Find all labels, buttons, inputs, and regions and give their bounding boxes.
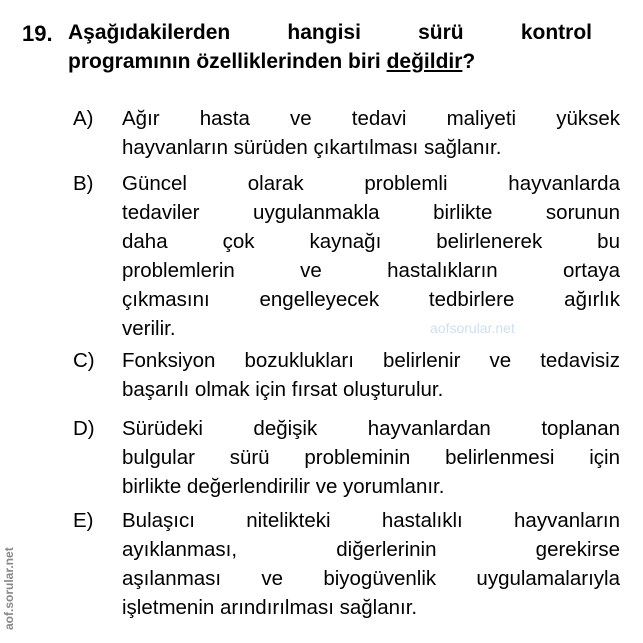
- option-text: [122, 506, 620, 622]
- option-line: işletmenin arındırılması sağlanır.: [122, 596, 418, 619]
- option-line: problemlerin ve hastalıkların ortaya: [122, 259, 620, 282]
- option-letter: E): [73, 509, 94, 532]
- option-text: [122, 169, 620, 343]
- option-line: hayvanların sürüden çıkartılması sağlanır.: [122, 136, 502, 159]
- question-line: Aşağıdakilerden hangisi sürü kontrol: [68, 21, 592, 44]
- option-letter: D): [73, 417, 95, 440]
- option-line: ayıklanması, diğerlerinin gerekirse: [122, 538, 620, 561]
- option-text: [122, 104, 620, 162]
- option-line: Güncel olarak problemli hayvanlarda: [122, 172, 620, 195]
- option-line: bulgular sürü probleminin belirlenmesi için: [122, 446, 620, 469]
- option-line: başarılı olmak için fırsat oluşturulur.: [122, 378, 444, 401]
- option-line: Sürüdeki değişik hayvanlardan toplanan: [122, 417, 620, 440]
- option-line: aşılanması ve biyogüvenlik uygulamalarıyla: [122, 567, 620, 590]
- option-line: Fonksiyon bozuklukları belirlenir ve tedavisiz: [122, 349, 620, 372]
- question-text: [68, 18, 592, 76]
- option-line: verilir.: [122, 317, 176, 340]
- option-text: [122, 414, 620, 501]
- question-line: [68, 47, 592, 76]
- question-number: 19.: [22, 21, 53, 46]
- option-letter: A): [73, 107, 94, 130]
- question-text-part: programının özelliklerinden biri: [68, 50, 387, 73]
- option-line: Bulaşıcı nitelikteki hastalıklı hayvanların: [122, 509, 620, 532]
- option-line: çıkmasını engelleyecek tedbirlere ağırlık: [122, 288, 620, 311]
- option-line: tedaviler uygulanmakla birlikte sorunun: [122, 201, 620, 224]
- option-letter: C): [73, 349, 95, 372]
- option-letter: B): [73, 172, 94, 195]
- question-mark: ?: [462, 50, 476, 73]
- option-line: birlikte değerlendirilir ve yorumlanır.: [122, 475, 445, 498]
- center-watermark: aofsorular.net: [430, 320, 515, 336]
- emphasis-negation: değildir: [386, 50, 463, 73]
- side-watermark: aof.sorular.net: [2, 547, 16, 630]
- option-line: Ağır hasta ve tedavi maliyeti yüksek: [122, 107, 620, 130]
- option-line: daha çok kaynağı belirlenerek bu: [122, 230, 620, 253]
- option-text: [122, 346, 620, 404]
